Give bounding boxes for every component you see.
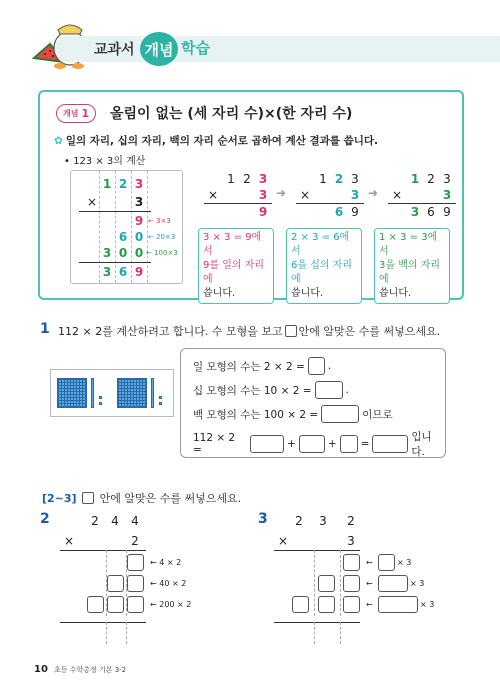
q2-digit: 2 [91,514,99,528]
grid-digit: 9 [134,214,144,228]
grid-note: ← 20×3 [148,233,176,241]
book-title: 초등 수학총정 기본 3-2 [53,666,127,674]
grid-digit: 3 [102,265,112,279]
grid-digit: 0 [134,230,144,244]
plus-sign: + [327,438,337,450]
explain-line: 씁니다. [203,288,236,299]
q3-digit: 3 [319,514,327,528]
explain-line: 3 × 3 = 9에서 [203,232,262,257]
sum-answer-box[interactable] [299,435,325,453]
grid-digit: 0 [134,246,144,260]
q3-answer-box[interactable] [378,554,395,571]
q3-digit: 3 [347,534,355,548]
question-3-calc [278,508,448,618]
step-3-calc [386,170,458,220]
explain-line: 씁니다. [379,288,412,299]
step-digit: 9 [443,205,451,219]
explain-line: 씁니다. [291,288,324,299]
grid-line [147,171,148,283]
q2-grid-line [106,622,107,644]
step-rule [388,203,456,204]
step-digit: 2 [243,172,251,186]
page-footer [34,664,126,675]
step-digit: 1 [410,172,420,186]
step-digit: 3 [258,188,268,202]
hundreds-tail: 이므로 [362,408,393,421]
grid-digit: 6 [118,265,128,279]
hundreds-text: 백 모형의 수는 100 × 2 = [193,408,319,421]
q3-answer-box[interactable] [343,575,360,592]
plus-sign: + [287,438,296,450]
period: . [345,384,349,396]
sum-line [193,429,445,459]
concept-tab-number: 1 [81,107,90,120]
q2-note: ← 4 × 2 [150,558,182,567]
q2-grid-line [126,622,127,644]
step-digit: 3 [442,188,452,202]
grid-digit: 3 [102,246,112,260]
q3-sum-rule [274,622,360,623]
step-2-calc [294,170,366,220]
grid-digit: 9 [134,265,144,279]
unit-cube [99,402,102,405]
q3-answer-box[interactable] [318,596,335,613]
fill-in-box [180,348,446,458]
explain-line: 2 × 3 = 6에서 [291,232,350,257]
q3-note: × 3 [410,579,425,588]
grid-digit: 2 [118,177,128,191]
question-2-number: 2 [40,511,50,527]
hundred-block [57,378,87,408]
concept-description-text: 일의 자리, 십의 자리, 백의 자리 순서로 곱하여 계산 결과를 씁니다. [65,135,379,147]
step-op: × [299,188,311,202]
q3-digit: 2 [347,514,355,528]
step-digit: 3 [350,188,360,202]
section-heading [42,490,241,506]
q2-answer-box[interactable] [127,554,144,571]
q3-grid-line [340,550,341,616]
step-digit: 6 [427,205,435,219]
q3-grid-line [314,550,315,616]
arrow-icon: ➜ [368,186,379,200]
q3-arrow: ← [366,600,373,609]
answer-box-icon [82,492,94,504]
grid-op: × [86,195,98,209]
step-digit: 3 [351,172,359,186]
q3-arrow: ← [366,579,373,588]
section-range: [2~3] [42,492,77,505]
page-number: 10 [34,664,48,675]
number-blocks [50,369,174,417]
step-digit: 6 [334,205,344,219]
q2-answer-box[interactable] [127,575,144,592]
q3-note: × 3 [397,558,412,567]
arrow-icon: ➜ [276,186,287,200]
header-learn: 학습 [181,39,210,57]
step-op: × [391,188,403,202]
step-digit: 2 [334,172,344,186]
ones-text: 일 모형의 수는 2 × 2 = [193,360,305,373]
step-1-calc [202,170,274,220]
q3-answer-box[interactable] [292,596,309,613]
q2-answer-box[interactable] [127,596,144,613]
explain-line: 1 × 3 = 3에서 [379,232,438,257]
concept-title: 올림이 없는 (세 자리 수)×(한 자리 수) [110,106,353,122]
unit-cube [159,402,162,405]
tens-text: 십 모형의 수는 10 × 2 = [193,384,312,397]
step-1-explanation [198,228,274,304]
question-2-calc [60,508,210,618]
q2-rule [60,550,146,551]
grid-rule [79,211,151,212]
q2-digit: 4 [131,514,139,528]
grid-digit: 3 [134,177,144,191]
tens-line [193,381,349,399]
q2-op: × [63,534,75,548]
q3-answer-box[interactable] [378,596,418,613]
concept-tab-label: 개념 [63,109,79,118]
question-1-number: 1 [40,321,50,337]
q3-answer-box[interactable] [343,554,360,571]
vertical-calc-grid [70,170,183,284]
equals-sign: = [360,438,370,450]
q3-rule [274,550,360,551]
unit-cube [159,396,162,399]
q2-answer-box[interactable] [87,596,104,613]
step-digit: 3 [410,205,420,219]
step-digit: 1 [319,172,327,186]
step-3-explanation [374,228,450,304]
ten-stick [91,378,94,408]
step-op: × [207,188,219,202]
header-concept-badge: 개념 [140,32,178,66]
q2-answer-box[interactable] [107,575,124,592]
ten-stick [151,378,154,408]
question-1-text [58,323,440,339]
q2-sum-rule [60,622,146,623]
sum-head: 112 × 2 = [193,432,236,456]
unit-cube [99,396,102,399]
explain-line: 6을 십의 자리에 [291,260,353,285]
sum-answer-box[interactable] [250,435,284,453]
grid-digit: 0 [118,246,128,260]
hundreds-answer-box[interactable] [321,405,359,423]
explain-line: 9를 일의 자리에 [203,260,265,285]
step-digit: 3 [258,172,268,186]
flower-icon: ✿ [54,135,63,147]
section-text: 안에 알맞은 수를 써넣으세요. [99,492,242,505]
step-digit: 1 [227,172,235,186]
step-2-explanation [286,228,362,304]
grid-digit: 6 [118,230,128,244]
step-digit: 2 [427,172,435,186]
concept-tab [56,104,96,123]
grid-digit: 3 [134,195,144,209]
ones-answer-box[interactable] [308,357,325,375]
q2-digit: 4 [111,514,119,528]
hundred-block [117,378,147,408]
step-digit: 9 [351,205,359,219]
grid-digit: 1 [102,177,112,191]
concept-description [54,133,378,148]
q3-grid-line [340,622,341,644]
step-rule [296,203,364,204]
q3-grid-line [314,622,315,644]
q3-note: × 3 [420,600,435,609]
grid-note: ← 100×3 [146,249,178,257]
question-3-number: 3 [258,511,268,527]
sum-answer-box[interactable] [372,435,408,453]
period: . [327,360,332,372]
step-rule [204,203,272,204]
header-textbook: 교과서 [94,42,135,58]
q3-digit: 2 [295,514,303,528]
q2-note: ← 40 × 2 [150,579,187,588]
q2-digit: 2 [131,534,139,548]
q2-note: ← 200 × 2 [150,600,192,609]
q3-answer-box[interactable] [343,596,360,613]
q3-op: × [277,534,289,548]
sum-answer-box[interactable] [340,435,358,453]
explain-line: 3을 백의 자리에 [379,260,441,285]
question-1-text-a: 112 × 2를 계산하려고 합니다. 수 모형을 보고 [58,325,283,338]
q3-arrow: ← [366,558,373,567]
calc-title: • 123 × 3의 계산 [64,156,146,167]
q3-answer-box[interactable] [318,575,335,592]
step-digit: 9 [258,205,268,219]
question-1-text-b: 안에 알맞은 수를 써넣으세요. [298,325,441,338]
hundreds-line [193,405,393,423]
q2-answer-box[interactable] [107,596,124,613]
sum-tail: 입니다. [411,431,432,458]
grid-rule [79,262,151,263]
q3-answer-box[interactable] [378,575,408,592]
step-digit: 3 [443,172,451,186]
tens-answer-box[interactable] [315,381,343,399]
answer-box-icon [285,325,297,337]
ones-line [193,357,331,375]
grid-note: ← 3×3 [148,217,171,225]
